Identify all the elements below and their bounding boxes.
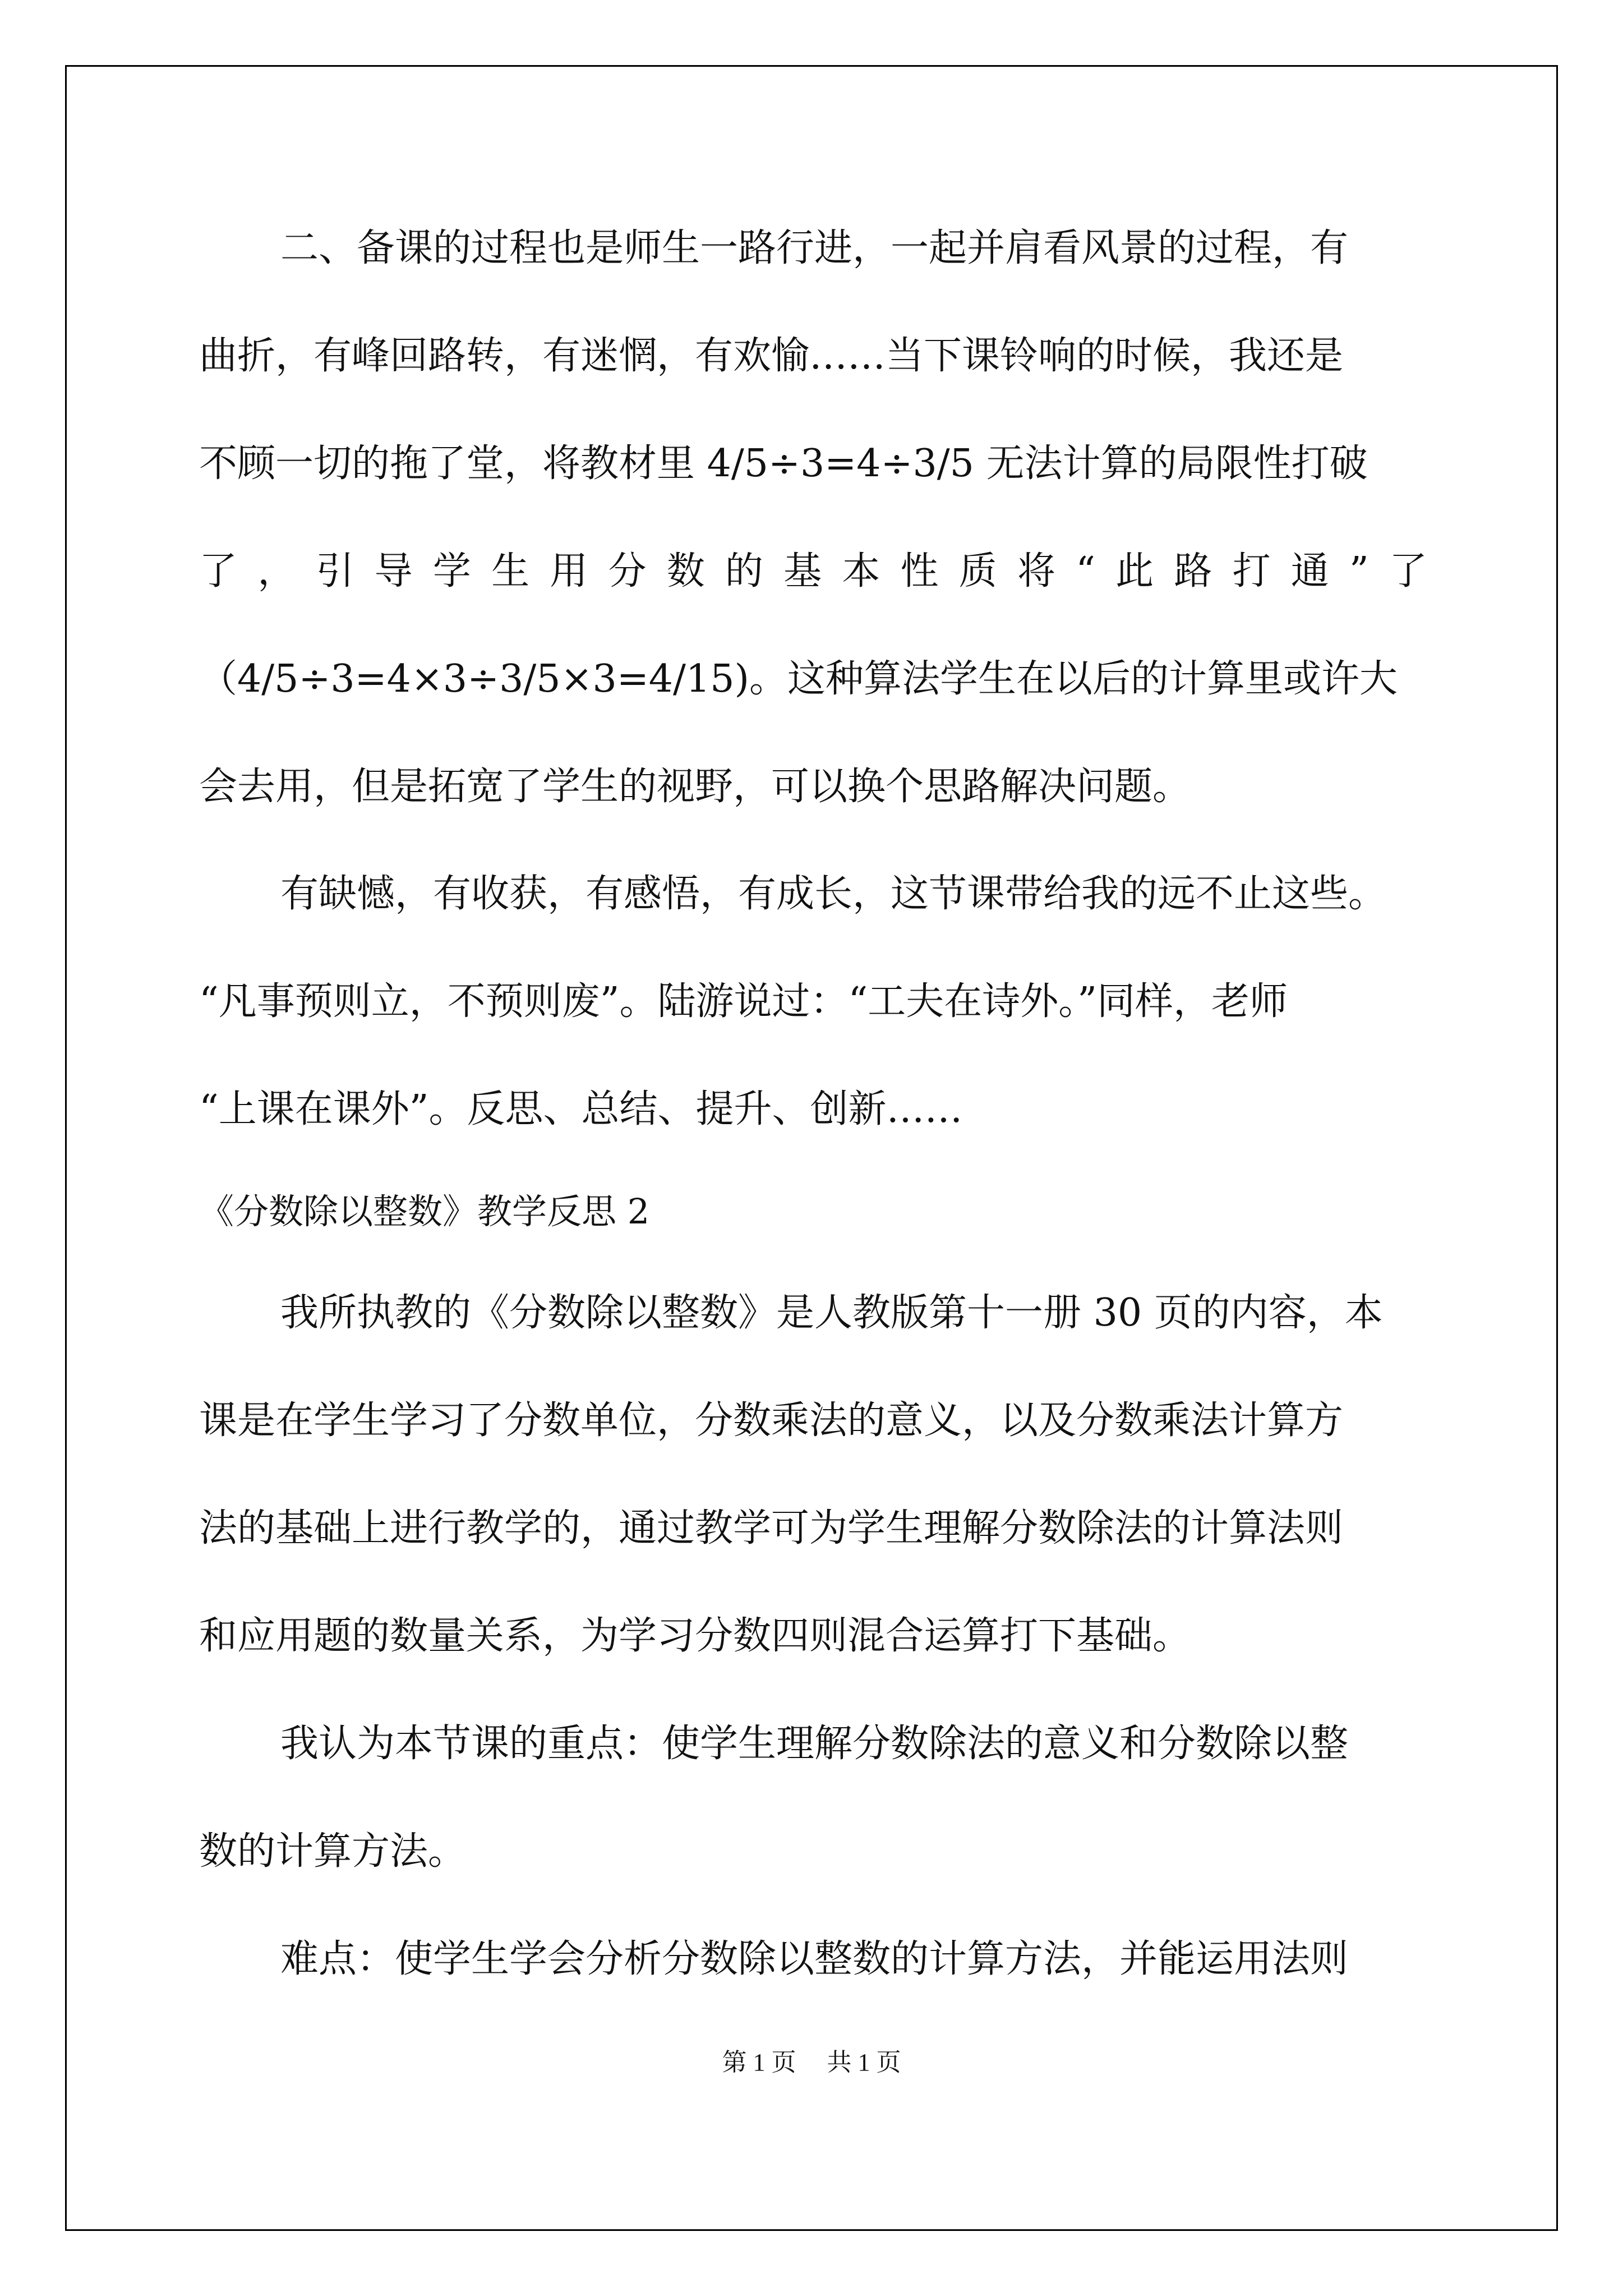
- page-number: 第 1 页: [722, 2049, 796, 2076]
- page-border: [65, 65, 1558, 2231]
- paragraph-line: 二、备课的过程也是师生一路行进，一起并肩看风景的过程，有: [280, 226, 1349, 270]
- paragraph-line: 我认为本节课的重点：使学生理解分数除法的意义和分数除以整: [280, 1722, 1349, 1766]
- page-footer: [0, 2042, 1623, 2078]
- paragraph-line: 了，引导学生用分数的基本性质将“此路打通”了: [199, 549, 1427, 593]
- page-total: 共 1 页: [827, 2049, 901, 2076]
- paragraph-line: 和应用题的数量关系，为学习分数四则混合运算打下基础。: [199, 1614, 1191, 1658]
- paragraph-line: 曲折，有峰回路转，有迷惘，有欢愉……当下课铃响的时候，我还是: [199, 334, 1344, 378]
- paragraph-line: （4/5÷3=4×3÷3/5×3=4/15)。这种算法学生在以后的计算里或许大: [199, 657, 1398, 701]
- paragraph-line: “凡事预则立，不预则废”。陆游说过：“工夫在诗外。”同样，老师: [199, 979, 1288, 1024]
- paragraph-line: 难点：使学生学会分析分数除以整数的计算方法，并能运用法则: [280, 1937, 1349, 1981]
- paragraph-line: 不顾一切的拖了堂，将教材里 4/5÷3=4÷3/5 无法计算的局限性打破: [199, 441, 1368, 486]
- paragraph-line: “上课在课外”。反思、总结、提升、创新……: [199, 1087, 963, 1131]
- paragraph-line: 我所执教的《分数除以整数》是人教版第十一册 30 页的内容，本: [280, 1291, 1383, 1335]
- paragraph-line: 会去用，但是拓宽了学生的视野，可以换个思路解决问题。: [199, 765, 1191, 809]
- section-heading: 《分数除以整数》教学反思 2: [199, 1191, 650, 1232]
- paragraph-line: 法的基础上进行教学的，通过教学可为学生理解分数除法的计算法则: [199, 1506, 1344, 1550]
- paragraph-line: 数的计算方法。: [199, 1829, 467, 1874]
- paragraph-line: 课是在学生学习了分数单位，分数乘法的意义，以及分数乘法计算方: [199, 1398, 1344, 1443]
- paragraph-line: 有缺憾，有收获，有感悟，有成长，这节课带给我的远不止这些。: [280, 872, 1387, 916]
